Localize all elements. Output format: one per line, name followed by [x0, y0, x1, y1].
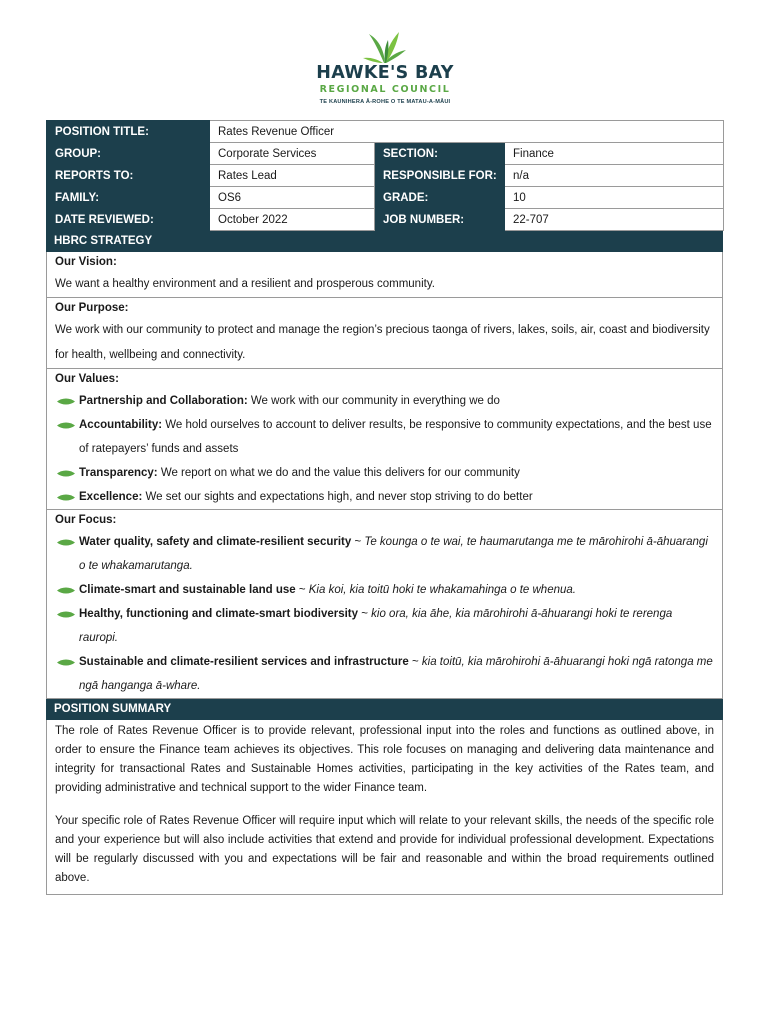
- value-key: Transparency:: [79, 467, 158, 479]
- value-key: Excellence:: [79, 491, 143, 503]
- value-key: Partnership and Collaboration:: [79, 395, 248, 407]
- focus-key: Water quality, safety and climate-resilient security: [79, 536, 352, 548]
- value-key: Accountability:: [79, 419, 163, 431]
- strategy-section: [46, 252, 723, 699]
- vision-title: Our Vision:: [55, 256, 117, 268]
- group-value: Corporate Services: [210, 143, 375, 165]
- job-number-label: JOB NUMBER:: [375, 209, 505, 231]
- summary-heading: POSITION SUMMARY: [46, 699, 723, 720]
- list-item: [55, 650, 714, 698]
- family-value: OS6: [210, 187, 375, 209]
- focus-separator: ~: [351, 536, 365, 548]
- focus-separator: ~: [358, 608, 372, 620]
- responsible-for-value: n/a: [505, 165, 724, 187]
- focus-key: Sustainable and climate-resilient services and infrastructure: [79, 656, 409, 668]
- focus-list: [55, 530, 714, 698]
- list-item: [55, 602, 714, 650]
- table-row: [47, 165, 724, 187]
- leaf-bullet-icon: [57, 659, 75, 666]
- focus-key: Healthy, functioning and climate-smart biodiversity: [79, 608, 359, 620]
- leaf-bullet-icon: [57, 422, 75, 429]
- values-list: [55, 389, 714, 509]
- list-item: [55, 485, 714, 509]
- date-reviewed-value: October 2022: [210, 209, 375, 231]
- list-item: [55, 578, 714, 602]
- focus-separator: ~: [295, 584, 309, 596]
- responsible-for-label: RESPONSIBLE FOR:: [375, 165, 505, 187]
- purpose-title: Our Purpose:: [55, 302, 129, 314]
- focus-maori: kio ora, kia āhe, kia mārohirohi ā-āhuarangi hoki te rerenga rauropi.: [79, 608, 673, 644]
- list-item: [55, 389, 714, 413]
- value-text: We hold ourselves to account to deliver results, be responsive to community expectations, and the best use of ratepayers’ funds and assets: [79, 419, 712, 455]
- value-text: We work with our community in everything we do: [247, 395, 500, 407]
- focus-separator: ~: [408, 656, 422, 668]
- date-reviewed-label: DATE REVIEWED:: [47, 209, 210, 231]
- grade-label: GRADE:: [375, 187, 505, 209]
- reports-to-label: REPORTS TO:: [47, 165, 210, 187]
- leaf-bullet-icon: [57, 587, 75, 594]
- position-title-value: Rates Revenue Officer: [210, 121, 724, 143]
- focus-key: Climate-smart and sustainable land use: [79, 584, 296, 596]
- table-row: [47, 187, 724, 209]
- leaf-bullet-icon: [57, 494, 75, 501]
- logo-council: REGIONAL COUNCIL: [319, 84, 451, 95]
- table-row: [47, 209, 724, 231]
- list-item: [55, 530, 714, 578]
- grade-value: 10: [505, 187, 724, 209]
- list-item: [55, 413, 714, 461]
- logo-maori-name: TE KAUNIHERA Ā-ROHE O TE MATAU-A-MĀUI: [319, 99, 451, 105]
- leaf-bullet-icon: [57, 470, 75, 477]
- position-header-table: [46, 120, 724, 231]
- table-row: [47, 143, 724, 165]
- focus-maori: Kia koi, kia toitū hoki te whakamahinga o te whenua.: [308, 584, 576, 596]
- leaf-bullet-icon: [57, 611, 75, 618]
- position-description: [46, 120, 723, 895]
- section-value: Finance: [505, 143, 724, 165]
- hbrc-logo: [300, 30, 470, 112]
- summary-paragraph: The role of Rates Revenue Officer is to provide relevant, professional input into the roles and functions as outlined above, in order to ensure the Finance team achieves its objectives. This role focuses on managing and delivering data maintenance and integrity for transactional Rates and Sustainable Homes activities, participating in the key activities of the Rates team, and providing administrative and technical support to the wider Finance team.: [55, 725, 714, 794]
- reports-to-value: Rates Lead: [210, 165, 375, 187]
- family-label: FAMILY:: [47, 187, 210, 209]
- group-label: GROUP:: [47, 143, 210, 165]
- value-text: We report on what we do and the value this delivers for our community: [157, 467, 520, 479]
- purpose-text: We work with our community to protect and manage the region’s precious taonga of rivers, lakes, soils, air, coast and biodiversity for health, wellbeing and connectivity.: [55, 324, 710, 361]
- table-row: [47, 121, 724, 143]
- job-number-value: 22-707: [505, 209, 724, 231]
- leaf-bullet-icon: [57, 398, 75, 405]
- strategy-heading: HBRC STRATEGY: [46, 231, 723, 252]
- value-text: We set our sights and expectations high, and never stop striving to do better: [142, 491, 533, 503]
- focus-title: Our Focus:: [55, 514, 117, 526]
- position-title-label: POSITION TITLE:: [47, 121, 210, 143]
- logo-name: HAWKE'S BAY: [316, 63, 454, 83]
- leaf-logo-icon: [362, 30, 408, 64]
- vision-text: We want a healthy environment and a resilient and prosperous community.: [55, 278, 435, 290]
- section-label: SECTION:: [375, 143, 505, 165]
- summary-paragraph: Your specific role of Rates Revenue Officer will require input which will relate to your relevant skills, the needs of the specific role and your experience but will also include activities that extend and provide for individual professional development. Expectations will be regularly discussed with you and expectations will be fair and reasonable and within the broad requirements outlined above.: [55, 815, 714, 884]
- list-item: [55, 461, 714, 485]
- focus-maori: kia toitū, kia mārohirohi ā-āhuarangi hoki ngā ratonga me ngā hanganga ā-whare.: [79, 656, 713, 692]
- leaf-bullet-icon: [57, 539, 75, 546]
- summary-section: [46, 720, 723, 895]
- focus-maori: Te kounga o te wai, te haumarutanga me te mārohirohi ā-āhuarangi o te whakamarutanga.: [79, 536, 708, 572]
- values-title: Our Values:: [55, 373, 119, 385]
